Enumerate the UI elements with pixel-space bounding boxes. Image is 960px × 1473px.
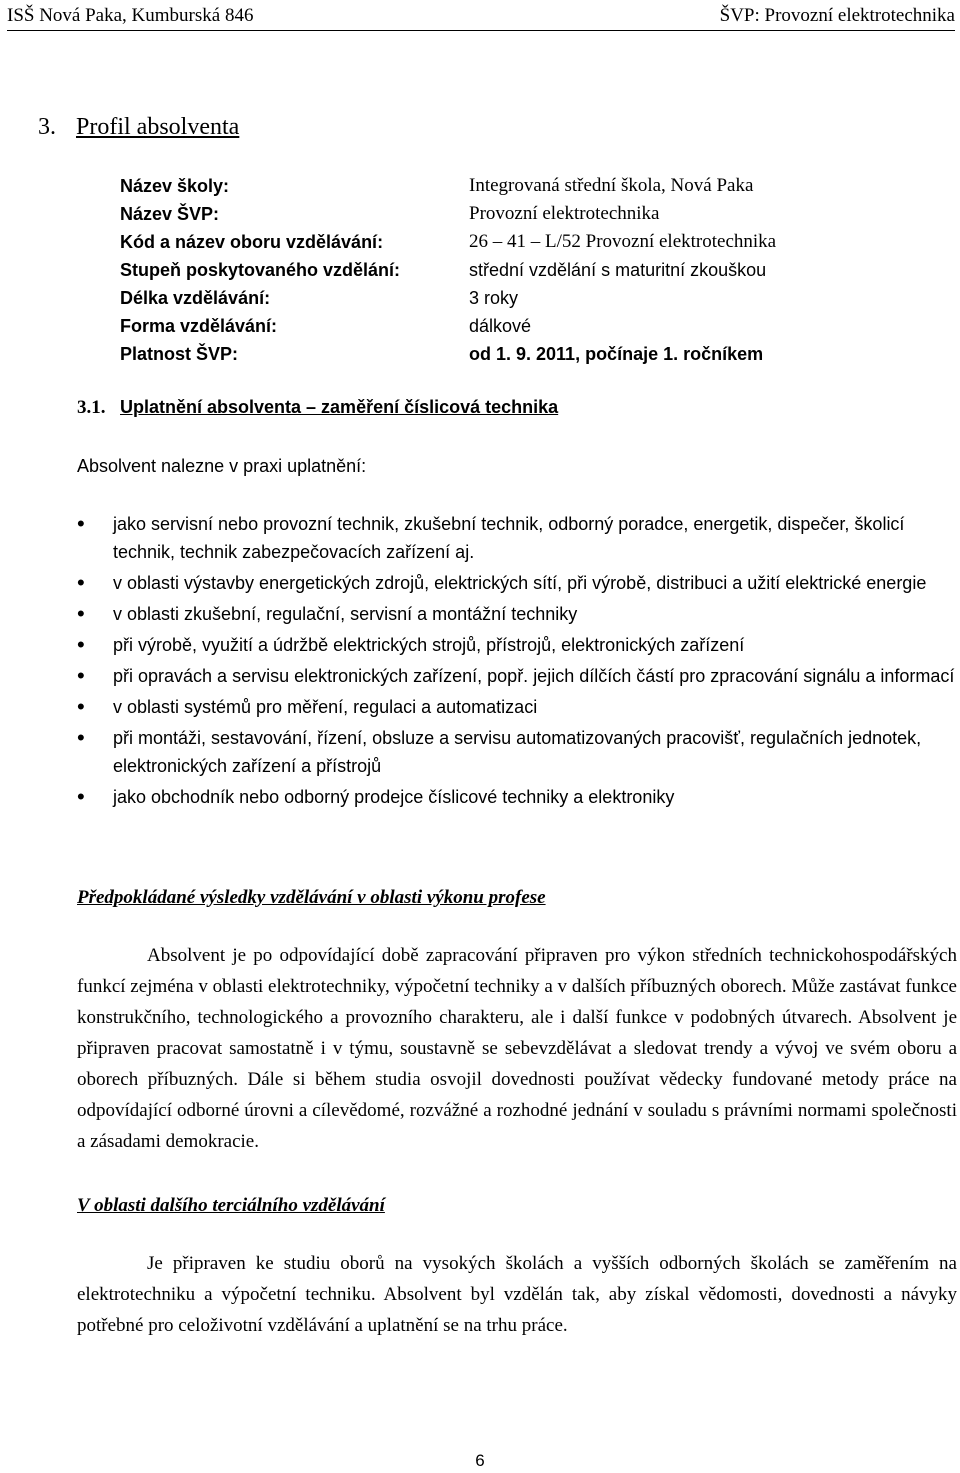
list-item: • v oblasti systémů pro měření, regulaci a automatizaci <box>77 693 957 721</box>
info-value: dálkové <box>469 316 532 336</box>
list-item: • jako servisní nebo provozní technik, zkušební technik, odborný poradce, energetik, dispečer, školicí technik, technik zabezpečovacích zařízení aj. <box>77 510 957 566</box>
info-label: Název ŠVP: <box>120 204 220 224</box>
tertiary-heading: V oblasti dalšího terciálního vzdělávání <box>77 1195 385 1216</box>
section-number: 3.1. <box>77 397 106 418</box>
info-label: Stupeň poskytovaného vzdělání: <box>120 260 401 280</box>
header-school: ISŠ Nová Paka, Kumburská 846 <box>7 5 254 26</box>
list-item: • v oblasti zkušební, regulační, servisní a montážní techniky <box>77 600 957 628</box>
chapter-heading <box>38 114 239 141</box>
list-item: • v oblasti výstavby energetických zdrojů, elektrických sítí, při výrobě, distribuci a užití elektrické energie <box>77 569 957 597</box>
employment-list <box>77 510 957 814</box>
intro-text: Absolvent nalezne v praxi uplatnění: <box>77 456 367 476</box>
info-label: Název školy: <box>120 176 230 196</box>
list-item: • při výrobě, využití a údržbě elektrických strojů, přístrojů, elektronických zařízení <box>77 631 957 659</box>
info-label: Délka vzdělávání: <box>120 288 271 308</box>
info-value: Provozní elektrotechnika <box>469 203 660 224</box>
tertiary-paragraph: Je připraven ke studiu oborů na vysokých školách a vyšších odborných školách se zaměřením na elektrotechniku a výpočetní techniku. Absolvent byl vzdělán tak, aby získal vědomosti, dovednosti a návyky potřebné pro celoživotní vzdělávání a uplatnění se na trhu práce. <box>77 1253 957 1336</box>
info-label: Kód a název oboru vzdělávání: <box>120 232 384 252</box>
chapter-number: 3. <box>38 114 56 140</box>
info-value: 3 roky <box>469 288 519 308</box>
page-header <box>7 4 955 31</box>
results-paragraph: Absolvent je po odpovídající době zapracování připraven pro výkon středních technickohospodářských funkcí zejména v oblasti elektrotechniky, výpočetní techniky a v dalších příbuzných oborech. Může zastávat funkce konstrukčního, technologického a provozního charakteru, ale i další funkce v podobných útvarech. Absolvent je připraven pracovat samostatně i v týmu, soustavně se sebevzdělávat a sledovat trendy a vývoj ve svém oboru a oborech příbuzných. Dále si během studia osvojil dovednosti používat vědecky fundované metody práce na odpovídající odborné úrovni a cílevědomé, rozvážné a rozhodné jednání v souladu s právními normami společnosti a zásadami demokracie. <box>77 945 957 1152</box>
list-item: • při montáži, sestavování, řízení, obsluze a servisu automatizovaných pracovišť, regulačních jednotek, elektronických zařízení a přístrojů <box>77 724 957 780</box>
info-label: Forma vzdělávání: <box>120 316 278 336</box>
info-value: střední vzdělání s maturitní zkouškou <box>469 260 767 280</box>
page-number: 6 <box>475 1451 485 1470</box>
header-program: ŠVP: Provozní elektrotechnika <box>719 5 955 26</box>
info-value: od 1. 9. 2011, počínaje 1. ročníkem <box>469 344 764 364</box>
info-label: Platnost ŠVP: <box>120 344 239 364</box>
list-item: • jako obchodník nebo odborný prodejce číslicové techniky a elektroniky <box>77 783 957 811</box>
results-heading: Předpokládané výsledky vzdělávání v oblasti výkonu profese <box>77 887 546 908</box>
list-item: • při opravách a servisu elektronických zařízení, popř. jejich dílčích částí pro zpracování signálu a informací <box>77 662 957 690</box>
info-value: Integrovaná střední škola, Nová Paka <box>469 175 754 196</box>
chapter-title: Profil absolventa <box>76 114 240 140</box>
section-heading <box>77 397 558 419</box>
section-title: Uplatnění absolventa – zaměření číslicová technika <box>120 397 559 417</box>
info-value: 26 – 41 – L/52 Provozní elektrotechnika <box>469 231 777 252</box>
